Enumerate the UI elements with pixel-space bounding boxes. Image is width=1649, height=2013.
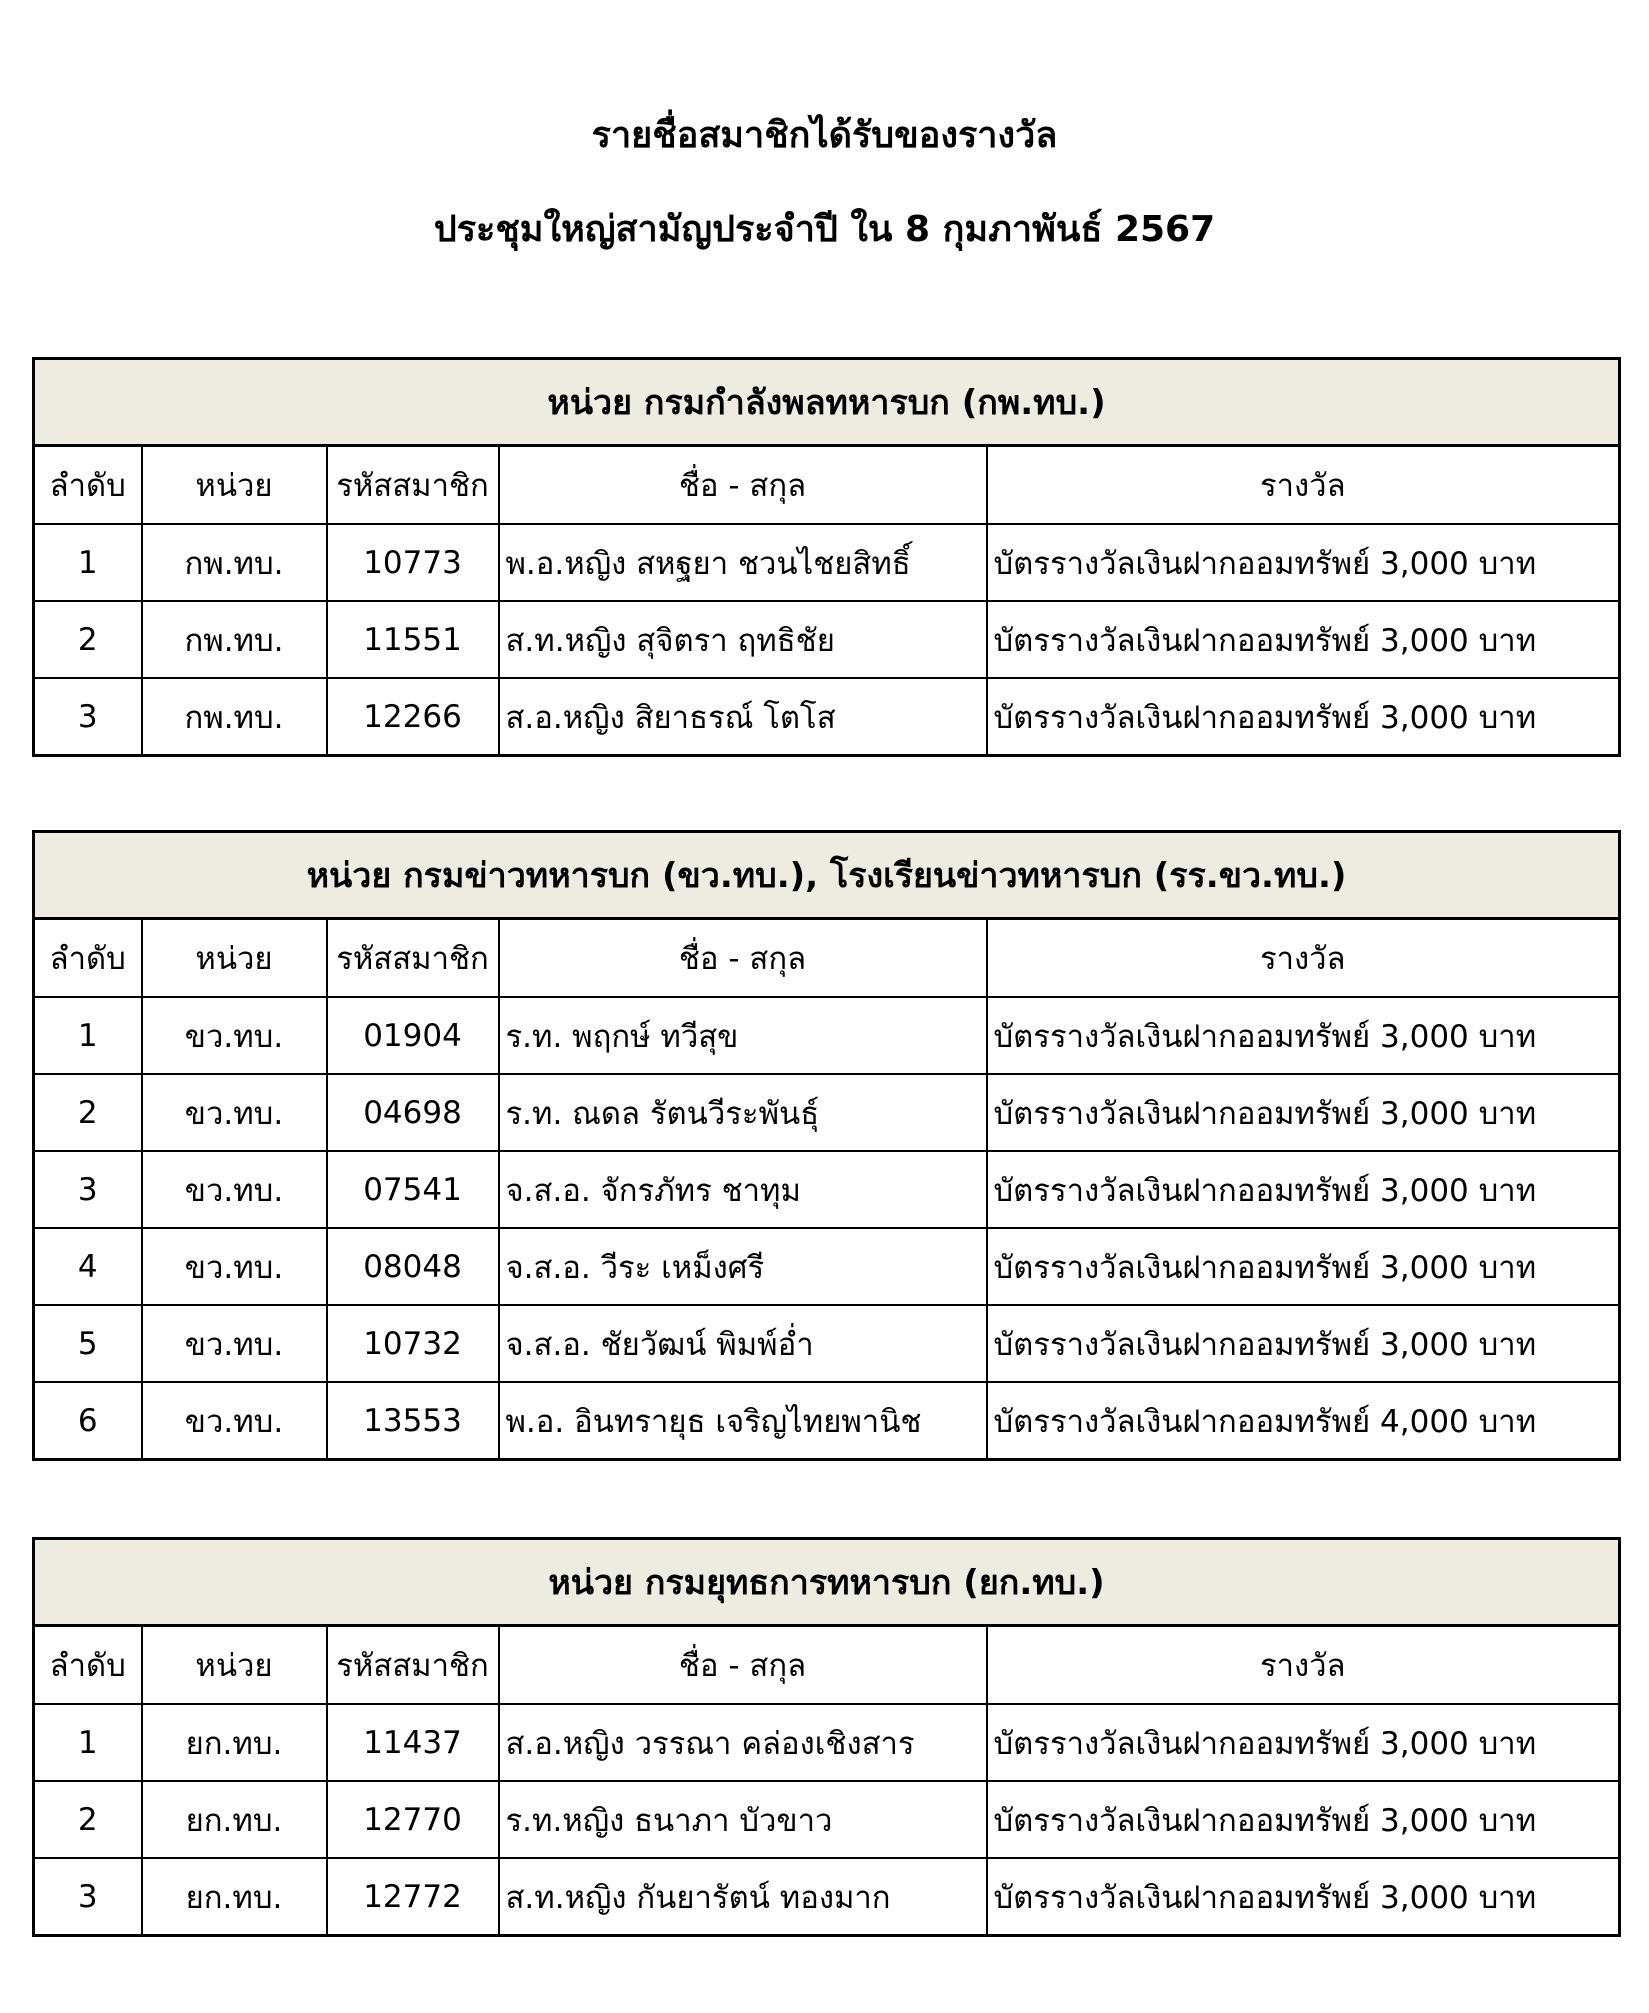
- table-row: [34, 1781, 1620, 1858]
- col-name-header: ชื่อ - สกุล: [499, 446, 987, 525]
- cell-order: 1: [34, 997, 142, 1074]
- table-row: [34, 1228, 1620, 1305]
- cell-prize: บัตรรางวัลเงินฝากออมทรัพย์ 4,000 บาท: [987, 1382, 1620, 1460]
- cell-order: 6: [34, 1382, 142, 1460]
- cell-member-id: 04698: [327, 1074, 499, 1151]
- cell-unit: ยก.ทบ.: [142, 1704, 327, 1781]
- cell-prize: บัตรรางวัลเงินฝากออมทรัพย์ 3,000 บาท: [987, 1858, 1620, 1936]
- cell-name: พ.อ.หญิง สหฐยา ชวนไชยสิทธิ์: [499, 524, 987, 601]
- col-member-id-header: รหัสสมาชิก: [327, 919, 499, 998]
- table-header: [34, 446, 1620, 525]
- table-row: [34, 1074, 1620, 1151]
- cell-unit: ขว.ทบ.: [142, 1074, 327, 1151]
- cell-order: 1: [34, 1704, 142, 1781]
- cell-unit: กพ.ทบ.: [142, 524, 327, 601]
- cell-name: ส.อ.หญิง วรรณา คล่องเชิงสาร: [499, 1704, 987, 1781]
- cell-unit: ขว.ทบ.: [142, 997, 327, 1074]
- cell-member-id: 10773: [327, 524, 499, 601]
- group-title: หน่วย กรมข่าวทหารบก (ขว.ทบ.), โรงเรียนข่าวทหารบก (รร.ขว.ทบ.): [34, 832, 1620, 919]
- cell-order: 5: [34, 1305, 142, 1382]
- cell-name: ร.ท. พฤกษ์ ทวีสุข: [499, 997, 987, 1074]
- cell-member-id: 07541: [327, 1151, 499, 1228]
- cell-prize: บัตรรางวัลเงินฝากออมทรัพย์ 3,000 บาท: [987, 601, 1620, 678]
- award-table-yk: [32, 1537, 1621, 1937]
- cell-order: 2: [34, 1074, 142, 1151]
- award-table-kw: [32, 830, 1621, 1461]
- cell-prize: บัตรรางวัลเงินฝากออมทรัพย์ 3,000 บาท: [987, 1228, 1620, 1305]
- cell-member-id: 11551: [327, 601, 499, 678]
- cell-unit: กพ.ทบ.: [142, 678, 327, 756]
- table-row: [34, 601, 1620, 678]
- cell-prize: บัตรรางวัลเงินฝากออมทรัพย์ 3,000 บาท: [987, 678, 1620, 756]
- group-title: หน่วย กรมกำลังพลทหารบก (กพ.ทบ.): [34, 359, 1620, 446]
- cell-unit: ยก.ทบ.: [142, 1781, 327, 1858]
- cell-name: จ.ส.อ. จักรภัทร ชาทุม: [499, 1151, 987, 1228]
- cell-name: ส.ท.หญิง สุจิตรา ฤทธิชัย: [499, 601, 987, 678]
- cell-prize: บัตรรางวัลเงินฝากออมทรัพย์ 3,000 บาท: [987, 1151, 1620, 1228]
- cell-order: 3: [34, 678, 142, 756]
- col-prize-header: รางวัล: [987, 1626, 1620, 1705]
- award-table-kp: [32, 357, 1621, 757]
- cell-unit: ยก.ทบ.: [142, 1858, 327, 1936]
- cell-name: ร.ท. ณดล รัตนวีระพันธุ์: [499, 1074, 987, 1151]
- cell-member-id: 12770: [327, 1781, 499, 1858]
- col-order-header: ลำดับ: [34, 919, 142, 998]
- document-title: รายชื่อสมาชิกได้รับของรางวัล: [591, 115, 1058, 156]
- table-row: [34, 524, 1620, 601]
- cell-member-id: 13553: [327, 1382, 499, 1460]
- col-member-id-header: รหัสสมาชิก: [327, 446, 499, 525]
- cell-name: จ.ส.อ. วีระ เหม็งศรี: [499, 1228, 987, 1305]
- col-unit-header: หน่วย: [142, 446, 327, 525]
- table-row: [34, 1305, 1620, 1382]
- cell-order: 3: [34, 1151, 142, 1228]
- table-row: [34, 678, 1620, 756]
- cell-prize: บัตรรางวัลเงินฝากออมทรัพย์ 3,000 บาท: [987, 1074, 1620, 1151]
- document-subtitle: ประชุมใหญ่สามัญประจำปี ใน 8 กุมภาพันธ์ 2567: [433, 209, 1216, 250]
- table-row: [34, 1382, 1620, 1460]
- cell-order: 2: [34, 601, 142, 678]
- col-prize-header: รางวัล: [987, 446, 1620, 525]
- cell-member-id: 08048: [327, 1228, 499, 1305]
- cell-prize: บัตรรางวัลเงินฝากออมทรัพย์ 3,000 บาท: [987, 1781, 1620, 1858]
- col-order-header: ลำดับ: [34, 446, 142, 525]
- cell-member-id: 10732: [327, 1305, 499, 1382]
- col-member-id-header: รหัสสมาชิก: [327, 1626, 499, 1705]
- table-row: [34, 1704, 1620, 1781]
- table-header: [34, 1626, 1620, 1705]
- cell-prize: บัตรรางวัลเงินฝากออมทรัพย์ 3,000 บาท: [987, 1704, 1620, 1781]
- cell-order: 2: [34, 1781, 142, 1858]
- group-title: หน่วย กรมยุทธการทหารบก (ยก.ทบ.): [34, 1539, 1620, 1626]
- cell-order: 1: [34, 524, 142, 601]
- table-row: [34, 1858, 1620, 1936]
- cell-unit: ขว.ทบ.: [142, 1228, 327, 1305]
- col-unit-header: หน่วย: [142, 919, 327, 998]
- table-header: [34, 919, 1620, 998]
- cell-name: พ.อ. อินทรายุธ เจริญไทยพานิช: [499, 1382, 987, 1460]
- table-row: [34, 1151, 1620, 1228]
- col-name-header: ชื่อ - สกุล: [499, 919, 987, 998]
- cell-unit: กพ.ทบ.: [142, 601, 327, 678]
- cell-name: ส.อ.หญิง สิยาธรณ์ โตโส: [499, 678, 987, 756]
- cell-unit: ขว.ทบ.: [142, 1151, 327, 1228]
- cell-name: ร.ท.หญิง ธนาภา บัวขาว: [499, 1781, 987, 1858]
- cell-unit: ขว.ทบ.: [142, 1305, 327, 1382]
- cell-name: จ.ส.อ. ชัยวัฒน์ พิมพ์อ่ำ: [499, 1305, 987, 1382]
- cell-member-id: 01904: [327, 997, 499, 1074]
- cell-member-id: 12772: [327, 1858, 499, 1936]
- cell-prize: บัตรรางวัลเงินฝากออมทรัพย์ 3,000 บาท: [987, 524, 1620, 601]
- cell-name: ส.ท.หญิง กันยารัตน์ ทองมาก: [499, 1858, 987, 1936]
- col-unit-header: หน่วย: [142, 1626, 327, 1705]
- cell-order: 3: [34, 1858, 142, 1936]
- cell-prize: บัตรรางวัลเงินฝากออมทรัพย์ 3,000 บาท: [987, 997, 1620, 1074]
- cell-prize: บัตรรางวัลเงินฝากออมทรัพย์ 3,000 บาท: [987, 1305, 1620, 1382]
- col-order-header: ลำดับ: [34, 1626, 142, 1705]
- cell-order: 4: [34, 1228, 142, 1305]
- col-name-header: ชื่อ - สกุล: [499, 1626, 987, 1705]
- table-row: [34, 997, 1620, 1074]
- col-prize-header: รางวัล: [987, 919, 1620, 998]
- cell-member-id: 11437: [327, 1704, 499, 1781]
- cell-member-id: 12266: [327, 678, 499, 756]
- cell-unit: ขว.ทบ.: [142, 1382, 327, 1460]
